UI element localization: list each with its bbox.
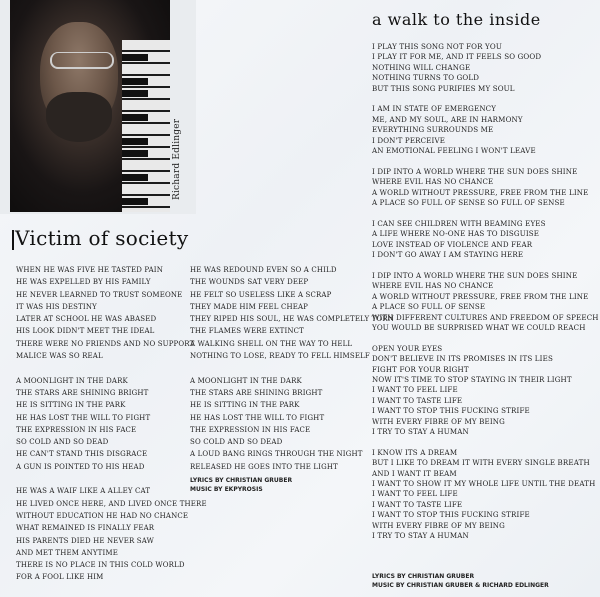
lyric-stanza [190, 264, 394, 362]
portrait-glasses [50, 52, 114, 69]
lyric-line: MALICE WAS SO REAL [16, 352, 103, 361]
portrait-beard [46, 92, 112, 142]
lyric-line: A WORLD WITHOUT PRESSURE, FREE FROM THE LINE [372, 291, 589, 301]
lyric-line: I WANT TO TASTE LIFE [372, 499, 463, 509]
lyric-line: AND MET THEM ANYTIME [16, 548, 118, 557]
lyric-line: THERE WERE NO FRIENDS AND NO SUPPORT [16, 339, 195, 348]
walk-lyrics-credit: LYRICS BY CHRISTIAN GRUBER [372, 573, 475, 580]
lyric-line: HIS LOOK DIDN'T MEET THE IDEAL [16, 327, 155, 336]
photo-panel [0, 0, 196, 214]
lyric-line: HE CAN'T STAND THIS DISGRACE [16, 450, 148, 459]
lyric-line: I TRY TO STAY A HUMAN [372, 531, 469, 540]
lyric-line: WHEN HE WAS FIVE HE TASTED PAIN [16, 266, 163, 274]
lyric-line: THE EXPRESSION IN HIS FACE [190, 425, 311, 434]
lyric-line: BUT THIS SONG PURIFIES MY SOUL [372, 83, 515, 93]
lyric-stanza [372, 42, 599, 94]
walk-music-credit: MUSIC BY CHRISTIAN GRUBER & RICHARD EDLINGER [372, 582, 549, 589]
walk-lyrics [372, 42, 599, 552]
lyric-line: SO COLD AND SO DEAD [16, 438, 109, 447]
lyric-line: I WANT TO STOP THIS FUCKING STRIFE [372, 406, 530, 416]
lyric-line: WHAT REMAINED IS FINALLY FEAR [16, 524, 155, 533]
lyric-line: HE HAS LOST THE WILL TO FIGHT [190, 413, 325, 422]
keyboard-keys [122, 40, 170, 212]
lyric-line: WHERE EVIL HAS NO CHANCE [372, 177, 494, 187]
lyric-line: I AM IN STATE OF EMERGENCY [372, 104, 497, 114]
lyric-line: NOTHING WILL CHANGE [372, 62, 471, 72]
lyric-line: THERE IS NO PLACE IN THIS COLD WORLD [16, 561, 185, 570]
lyric-line: BUT I LIKE TO DREAM IT WITH EVERY SINGLE BREATH [372, 458, 590, 468]
lyric-line: A MOONLIGHT IN THE DARK [16, 376, 128, 385]
lyric-line: WITH DIFFERENT CULTURES AND FREEDOM OF SPEECH [372, 312, 599, 322]
lyric-line: AND I WANT IT BEAM [372, 468, 457, 478]
portrait-photo [10, 0, 170, 212]
lyric-line: FIGHT FOR YOUR RIGHT [372, 364, 469, 374]
lyric-stanza [190, 375, 394, 473]
lyric-line: I WANT TO TASTE LIFE [372, 395, 463, 405]
victim-music-credit: MUSIC BY EKPYROSIS [190, 486, 263, 493]
lyric-line: A MOONLIGHT IN THE DARK [190, 376, 302, 385]
victim-credits [190, 476, 292, 494]
song-title-victim: Victim of society [15, 226, 189, 250]
lyric-line: HE WAS EXPELLED BY HIS FAMILY [16, 278, 151, 287]
lyric-line: LATER AT SCHOOL HE WAS ABASED [16, 315, 157, 324]
lyric-stanza [372, 219, 599, 261]
lyric-line: A PLACE SO FULL OF SENSE SO FULL OF SENSE [372, 198, 565, 208]
lyric-line: HE NEVER LEARNED TO TRUST SOMEONE [16, 290, 183, 299]
lyric-line: YOU WOULD BE SURPRISED WHAT WE COULD REACH [372, 322, 586, 332]
lyric-line: HE FELT SO USELESS LIKE A SCRAP [190, 290, 332, 299]
lyric-line: HE WAS REDOUND EVEN SO A CHILD [190, 266, 337, 274]
lyric-stanza [372, 271, 599, 333]
lyric-line: SO COLD AND SO DEAD [190, 438, 283, 447]
lyric-line: EVERYTHING SURROUNDS ME [372, 125, 494, 135]
lyric-line: I WANT TO STOP THIS FUCKING STRIFE [372, 510, 530, 520]
lyric-line: THE FLAMES WERE EXTINCT [190, 327, 305, 336]
lyric-line: THEY MADE HIM FEEL CHEAP [190, 302, 309, 311]
lyric-line: I DON'T PERCEIVE [372, 135, 446, 145]
lyric-line: HE HAS LOST THE WILL TO FIGHT [16, 413, 151, 422]
victim-lyrics-left [16, 264, 207, 596]
lyric-stanza [16, 485, 207, 583]
lyric-stanza [16, 264, 207, 362]
lyric-line: HE LIVED ONCE HERE, AND LIVED ONCE THERE [16, 499, 207, 508]
lyric-stanza [372, 344, 599, 438]
lyric-line: WITH EVERY FIBRE OF MY BEING [372, 520, 505, 530]
lyric-line: THE EXPRESSION IN HIS FACE [16, 425, 137, 434]
lyric-line: THE STARS ARE SHINING BRIGHT [190, 388, 323, 397]
victim-lyrics-mid [190, 264, 394, 485]
lyric-line: THEY RIPED HIS SOUL, HE WAS COMPLETELY TORN [190, 315, 395, 324]
lyric-line: I PLAY THIS SONG NOT FOR YOU [372, 42, 502, 51]
lyric-line: OPEN YOUR EYES [372, 343, 443, 353]
lyric-line: LOVE INSTEAD OF VIOLENCE AND FEAR [372, 239, 533, 249]
lyric-line: I TRY TO STAY A HUMAN [372, 426, 469, 436]
lyric-line: FOR A FOOL LIKE HIM [16, 573, 104, 582]
lyric-line: A WORLD WITHOUT PRESSURE, FREE FROM THE LINE [372, 187, 589, 197]
lyric-line: THE WOUNDS SAT VERY DEEP [190, 278, 309, 287]
lyric-line: I PLAY IT FOR ME, AND IT FEELS SO GOOD [372, 52, 542, 62]
lyric-line: I KNOW ITS A DREAM [372, 447, 458, 457]
lyric-line: ME, AND MY SOUL, ARE IN HARMONY [372, 114, 523, 124]
lyric-line: I WANT TO SHOW IT MY WHOLE LIFE UNTIL THE DEATH [372, 478, 596, 488]
lyric-line: A LOUD BANG RINGS THROUGH THE NIGHT [190, 450, 363, 459]
lyric-line: HE IS SITTING IN THE PARK [190, 401, 300, 410]
victim-lyrics-credit: LYRICS BY CHRISTIAN GRUBER [190, 477, 293, 484]
lyric-line: HE IS SITTING IN THE PARK [16, 401, 126, 410]
lyric-line: I DIP INTO A WORLD WHERE THE SUN DOES SHINE [372, 166, 578, 176]
lyric-stanza [16, 375, 207, 473]
lyric-line: RELEASED HE GOES INTO THE LIGHT [190, 462, 338, 471]
lyric-line: I DIP INTO A WORLD WHERE THE SUN DOES SHINE [372, 270, 578, 280]
lyric-line: I CAN SEE CHILDREN WITH BEAMING EYES [372, 218, 546, 228]
lyric-stanza [372, 104, 599, 156]
song-title-walk: a walk to the inside [372, 10, 541, 29]
lyric-line: HIS PARENTS DIED HE NEVER SAW [16, 536, 154, 545]
lyric-line: IT WAS HIS DESTINY [16, 302, 97, 311]
lyric-stanza [372, 448, 599, 542]
lyric-line: WITHOUT EDUCATION HE HAD NO CHANCE [16, 511, 189, 520]
lyric-line: THE STARS ARE SHINING BRIGHT [16, 388, 149, 397]
lyric-stanza [372, 167, 599, 209]
walk-credits [372, 572, 549, 590]
lyric-line: I DON'T GO AWAY I AM STAYING HERE [372, 250, 524, 260]
lyric-line: NOTHING TO LOSE, READY TO FELL HIMSELF [190, 352, 370, 361]
lyric-line: A PLACE SO FULL OF SENSE [372, 302, 486, 312]
lyric-line: A GUN IS POINTED TO HIS HEAD [16, 462, 145, 471]
lyric-line: WHERE EVIL HAS NO CHANCE [372, 281, 494, 291]
lyric-line: NOW IT'S TIME TO STOP STAYING IN THEIR LIGHT [372, 374, 572, 384]
lyric-line: WITH EVERY FIBRE OF MY BEING [372, 416, 505, 426]
lyric-line: A LIFE WHERE NO-ONE HAS TO DISGUISE [372, 229, 540, 239]
lyric-line: I WANT TO FEEL LIFE [372, 489, 458, 499]
photo-caption: Richard Edlinger [172, 118, 182, 200]
lyric-line: I WANT TO FEEL LIFE [372, 385, 458, 395]
lyric-line: AN EMOTIONAL FEELING I WON'T LEAVE [372, 146, 536, 156]
lyric-line: A WALKING SHELL ON THE WAY TO HELL [190, 339, 353, 348]
lyric-line: HE WAS A WAIF LIKE A ALLEY CAT [16, 487, 151, 496]
lyric-line: NOTHING TURNS TO GOLD [372, 73, 480, 83]
lyric-line: DON'T BELIEVE IN ITS PROMISES IN ITS LIES [372, 354, 553, 364]
